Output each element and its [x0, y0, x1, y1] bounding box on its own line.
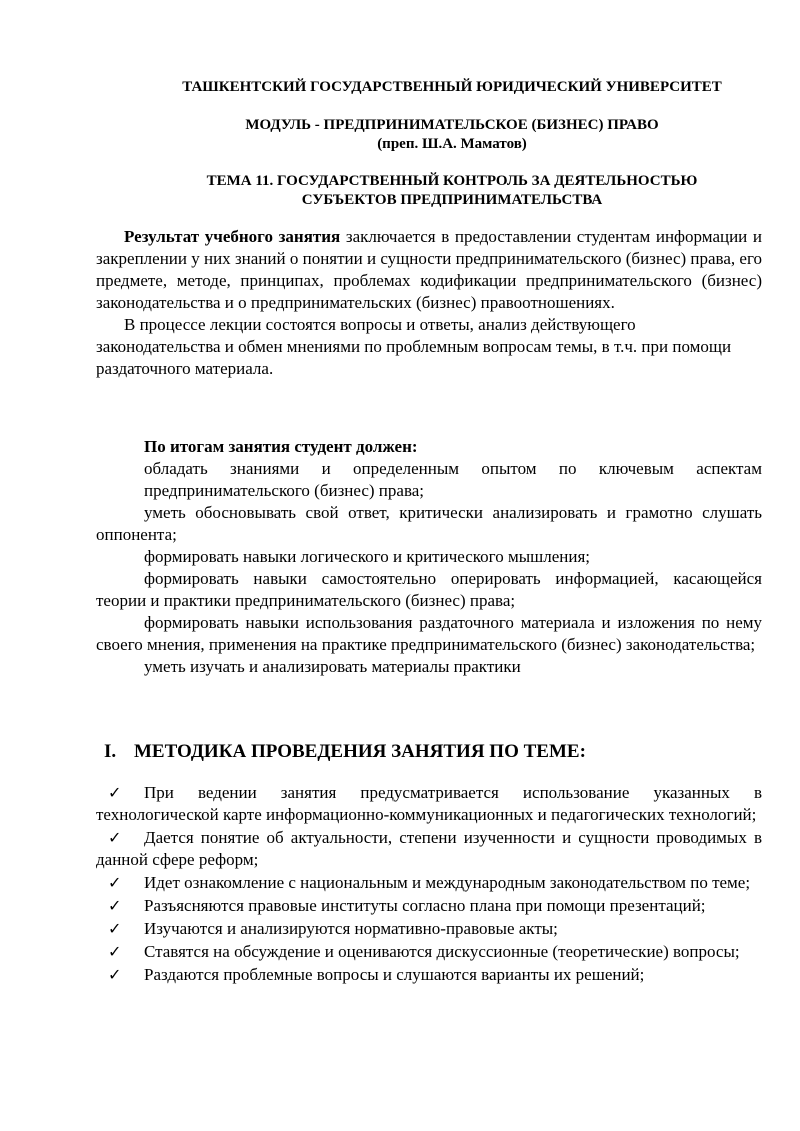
result-text: заключается в предоставлении студентам информации и закреплении у них знаний о понятии и сущности предпринимательского (бизнес) права, его предмете, методе, принципах, проблемах кодификации предпринимательского (бизнес) законодательства и о предпринимательских (бизнес) правоотношениях. [96, 227, 762, 312]
checklist-item [96, 827, 762, 871]
checkmark-icon: ✓ [108, 828, 122, 847]
section-title: МЕТОДИКА ПРОВЕДЕНИЯ ЗАНЯТИЯ ПО ТЕМЕ: [134, 741, 586, 762]
goal-item: уметь обосновывать свой ответ, критически анализировать и грамотно слушать оппонента; [96, 503, 762, 544]
checklist-item-text: Раздаются проблемные вопросы и слушаются варианты их решений; [144, 965, 645, 984]
checklist-item [96, 782, 762, 826]
checkmark-icon: ✓ [108, 942, 122, 961]
checklist-item-text: Изучаются и анализируются нормативно-правовые акты; [144, 919, 558, 938]
checklist-item [96, 941, 762, 963]
teacher-name: (преп. Ш.А. Маматов) [377, 136, 527, 152]
checklist-item [96, 918, 762, 940]
checklist-item [96, 964, 762, 986]
goals-section [96, 436, 762, 678]
checklist-item-text: Ставятся на обсуждение и оцениваются дискуссионные (теоретические) вопросы; [144, 942, 740, 961]
goal-item: формировать навыки самостоятельно оперировать информацией, касающейся теории и практики предпринимательского (бизнес) права; [96, 569, 762, 610]
checklist-item [96, 895, 762, 917]
goal-item: уметь изучать и анализировать материалы практики [144, 657, 521, 676]
goal-item: формировать навыки использования раздаточного материала и изложения по нему своего мнения, применения на практике предпринимательского (бизнес) законодательства; [96, 613, 762, 654]
goal-item: обладать знаниями и определенным опытом по ключевым аспектам предпринимательского (бизнес) права; [144, 459, 762, 500]
checkmark-icon: ✓ [108, 919, 122, 938]
university-title: ТАШКЕНТСКИЙ ГОСУДАРСТВЕННЫЙ ЮРИДИЧЕСКИЙ УНИВЕРСИТЕТ [182, 79, 722, 95]
checkmark-icon: ✓ [108, 965, 122, 984]
checkmark-icon: ✓ [108, 896, 122, 915]
checklist-item-text: Идет ознакомление с национальным и международным законодательством по теме; [144, 873, 751, 892]
checklist-item-text: Разъясняются правовые институты согласно плана при помощи презентаций; [144, 896, 706, 915]
process-paragraph: В процессе лекции состоятся вопросы и ответы, анализ действующего законодательства и обмен мнениями по проблемным вопросам темы, в т.ч. при помощи раздаточного материала. [96, 315, 732, 378]
checklist-item [96, 872, 762, 894]
result-label: Результат учебного занятия [124, 227, 341, 246]
checklist-item-text: При ведении занятия предусматривается использование указанных в технологической карте информационно-коммуникационных и педагогических технологий; [96, 783, 762, 824]
section-heading [104, 740, 586, 764]
topic-title-line-2: СУБЪЕКТОВ ПРЕДПРИНИМАТЕЛЬСТВА [301, 192, 603, 208]
checklist-item-text: Дается понятие об актуальности, степени изученности и сущности проводимых в данной сфере реформ; [96, 828, 762, 869]
section-number: I. [104, 741, 117, 762]
result-paragraph [96, 226, 762, 314]
topic-title-line-1: ТЕМА 11. ГОСУДАРСТВЕННЫЙ КОНТРОЛЬ ЗА ДЕЯТЕЛЬНОСТЬЮ [206, 173, 698, 189]
intro-section [96, 226, 762, 380]
checkmark-icon: ✓ [108, 783, 122, 802]
module-title: МОДУЛЬ - ПРЕДПРИНИМАТЕЛЬСКОЕ (БИЗНЕС) ПРАВО [245, 117, 659, 133]
goal-item: формировать навыки логического и критического мышления; [144, 547, 590, 566]
method-checklist [96, 782, 762, 986]
goals-title: По итогам занятия студент должен: [144, 437, 418, 456]
checkmark-icon: ✓ [108, 873, 122, 892]
